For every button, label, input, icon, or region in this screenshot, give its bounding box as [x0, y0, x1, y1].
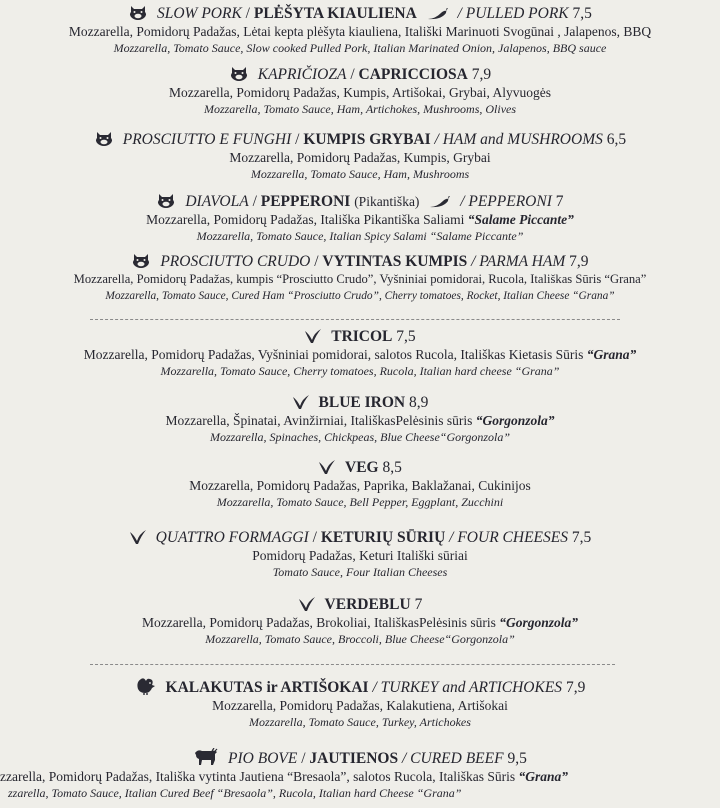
- item-desc-en: Mozzarella, Tomato Sauce, Bell Pepper, Eggplant, Zucchini: [216, 495, 504, 509]
- leaf-icon: [318, 459, 336, 475]
- item-title: [0, 327, 720, 346]
- item-name-it: PIO BOVE: [228, 750, 298, 767]
- item-price: 8,9: [408, 394, 429, 411]
- item-name-lt: JAUTIENOS: [309, 750, 399, 767]
- item-name-lt: VYTINTAS KUMPIS: [322, 253, 468, 270]
- item-name-note: (Pikantiška): [354, 194, 420, 209]
- pig-icon: [229, 66, 249, 82]
- item-price: 7,9: [565, 679, 586, 696]
- menu-item-diavola: [0, 192, 720, 244]
- leaf-icon: [292, 394, 310, 410]
- chili-icon: [427, 7, 449, 21]
- item-title: QUATTRO FORMAGGI / KETURIŲ SŪRIŲ / FOUR CHEESES 7,5: [0, 528, 720, 547]
- item-desc-lt: Mozzarella, Špinatai, Avinžirniai, ItališkasPelėsinis sūris “Gorgonzola”: [165, 413, 555, 428]
- item-desc-lt: zzarella, Pomidorų Padažas, Itališka vytinta Jautiena “Bresaola”, salotos Rucola, Itališkas Sūris “Grana”: [0, 769, 568, 784]
- item-name-it: QUATTRO FORMAGGI: [155, 529, 309, 546]
- menu-item-pio-bove: [0, 748, 720, 801]
- item-name-it: DIAVOLA: [185, 193, 249, 210]
- item-name-lt: KALAKUTAS ir ARTIŠOKAI: [165, 679, 369, 696]
- item-name-lt: KETURIŲ SŪRIŲ: [320, 529, 446, 546]
- item-name-en: TURKEY and ARTICHOKES: [380, 679, 563, 696]
- menu-item-verdeblu: [0, 595, 720, 647]
- item-title: PROSCIUTTO E FUNGHI / KUMPIS GRYBAI / HAM and MUSHROOMS 6,5: [0, 130, 720, 149]
- item-title: PROSCIUTTO CRUDO / VYTINTAS KUMPIS / PARMA HAM 7,9: [0, 252, 720, 271]
- item-title: [0, 458, 720, 477]
- item-desc-lt: Mozzarella, Pomidorų Padažas, Brokoliai, ItališkasPelėsinis sūris “Gorgonzola”: [141, 615, 579, 630]
- item-price: 9,5: [507, 750, 527, 767]
- item-desc-en: Mozzarella, Tomato Sauce, Broccoli, Blue Cheese“Gorgonzola”: [205, 632, 515, 646]
- item-desc-lt: Mozzarella, Pomidorų Padažas, Itališka Pikantiška Saliami “Salame Piccante”: [146, 212, 574, 227]
- item-price: 7,5: [571, 529, 592, 546]
- item-price: 7: [555, 193, 564, 210]
- pig-icon: [156, 193, 176, 209]
- item-price: 7,9: [569, 253, 589, 270]
- item-name-lt: TRICOL: [331, 328, 393, 345]
- turkey-icon: [135, 677, 157, 695]
- item-name-it: PROSCIUTTO CRUDO: [160, 253, 311, 270]
- item-name-lt: PEPPERONI: [260, 193, 351, 210]
- pig-icon: [128, 5, 148, 21]
- leaf-icon: [304, 328, 322, 344]
- pig-icon: [131, 253, 151, 269]
- item-title: [0, 595, 720, 614]
- menu-item-kalakutas: [0, 677, 720, 730]
- item-name-en: PARMA HAM: [479, 253, 566, 270]
- item-desc-lt: Mozzarella, Pomidorų Padažas, Lėtai kepta plėšyta kiauliena, Itališki Marinuoti Svogūnai , Jalapenos, BBQ: [68, 24, 652, 39]
- item-price: 8,5: [382, 459, 402, 476]
- item-price: 7,9: [471, 66, 492, 83]
- item-desc-en: Mozzarella, Tomato Sauce, Italian Spicy Salami “Salame Piccante”: [196, 229, 524, 243]
- item-desc-lt: Mozzarella, Pomidorų Padažas, kumpis “Prosciutto Crudo”, Vyšniniai pomidorai, Rucola, Itališkas Sūris “Grana”: [73, 272, 647, 286]
- menu-item-veg: [0, 458, 720, 510]
- cow-icon: [193, 748, 219, 766]
- item-desc-lt: Mozzarella, Pomidorų Padažas, Paprika, Baklažanai, Cukinijos: [189, 478, 531, 493]
- menu-item-prosciutto-crudo: [0, 252, 720, 304]
- item-title: KAPRIČIOZA / CAPRICCIOSA 7,9: [0, 65, 720, 84]
- item-name-it: PROSCIUTTO E FUNGHI: [122, 131, 292, 148]
- item-desc-en: Mozzarella, Tomato Sauce, Slow cooked Pulled Pork, Italian Marinated Onion, Jalapenos, BBQ sauce: [113, 41, 607, 55]
- item-desc-lt: Mozzarella, Pomidorų Padažas, Kalakutiena, Artišokai: [212, 698, 508, 713]
- menu-item-kaprocioza: [0, 65, 720, 117]
- item-name-en: CURED BEEF: [410, 750, 504, 767]
- leaf-icon: [129, 529, 147, 545]
- item-title: PIO BOVE / JAUTIENOS / CURED BEEF 9,5: [0, 748, 720, 768]
- item-name-en: PULLED PORK: [465, 5, 569, 22]
- item-price: 7,5: [572, 5, 592, 22]
- chili-icon: [429, 195, 451, 209]
- item-title: [0, 393, 720, 412]
- item-name-lt: VERDEBLU: [324, 596, 411, 613]
- item-title: DIAVOLA / PEPPERONI (Pikantiška) / PEPPERONI 7: [0, 192, 720, 211]
- item-price: 6,5: [606, 131, 627, 148]
- section-divider: [90, 664, 615, 665]
- item-name-it: KAPRIČIOZA: [257, 66, 347, 83]
- item-desc-lt: Mozzarella, Pomidorų Padažas, Kumpis, Grybai: [229, 150, 491, 165]
- item-desc-en: Mozzarella, Tomato Sauce, Turkey, Artichokes: [249, 715, 471, 729]
- section-divider: [90, 319, 620, 320]
- item-name-lt: CAPRICCIOSA: [358, 66, 468, 83]
- item-price: 7,5: [396, 328, 416, 345]
- item-name-lt: BLUE IRON: [318, 394, 406, 411]
- item-desc-en: Mozzarella, Tomato Sauce, Cherry tomatoes, Rucola, Italian hard cheese “Grana”: [160, 364, 560, 378]
- leaf-icon: [298, 596, 316, 612]
- menu-item-prosciutto-funghi: [0, 130, 720, 182]
- menu-item-blue-iron: [0, 393, 720, 445]
- item-desc-en: Mozzarella, Tomato Sauce, Ham, Artichokes, Mushrooms, Olives: [203, 102, 517, 116]
- item-name-en: PEPPERONI: [468, 193, 552, 210]
- item-title: KALAKUTAS ir ARTIŠOKAI / TURKEY and ARTICHOKES 7,9: [0, 677, 720, 697]
- pig-icon: [94, 131, 114, 147]
- item-desc-lt: Mozzarella, Pomidorų Padažas, Kumpis, Artišokai, Grybai, Alyvuogės: [168, 85, 552, 100]
- item-desc-en: zzarella, Tomato Sauce, Italian Cured Beef “Bresaola”, Rucola, Italian hard Cheese “Grana”: [8, 786, 462, 800]
- item-price: 7: [414, 596, 423, 613]
- item-name-lt: VEG: [345, 459, 379, 476]
- item-title: SLOW PORK / PLĖŠYTA KIAULIENA / PULLED PORK 7,5: [0, 4, 720, 23]
- menu-item-slow-pork: [0, 4, 720, 56]
- item-desc-en: Mozzarella, Spinaches, Chickpeas, Blue Cheese“Gorgonzola”: [209, 430, 511, 444]
- item-desc-lt: Mozzarella, Pomidorų Padažas, Vyšniniai pomidorai, salotos Rucola, Itališkas Kietasis Sūris “Grana”: [83, 347, 637, 362]
- item-name-lt: KUMPIS GRYBAI: [303, 131, 431, 148]
- item-name-en: HAM and MUSHROOMS: [442, 131, 603, 148]
- item-desc-en: Mozzarella, Tomato Sauce, Ham, Mushrooms: [250, 167, 470, 181]
- item-desc-en: Mozzarella, Tomato Sauce, Cured Ham “Prosciutto Crudo”, Cherry tomatoes, Rocket, Italian Cheese “Grana”: [105, 290, 615, 302]
- item-name-en: FOUR CHEESES: [457, 529, 568, 546]
- item-name-it: SLOW PORK: [156, 5, 242, 22]
- menu-item-tricol: [0, 327, 720, 379]
- item-name-lt: PLĖŠYTA KIAULIENA: [253, 5, 417, 22]
- item-desc-lt: Pomidorų Padažas, Keturi Itališki sūriai: [252, 548, 468, 563]
- item-desc-en: Tomato Sauce, Four Italian Cheeses: [272, 565, 448, 579]
- menu-item-quattro-formaggi: [0, 528, 720, 580]
